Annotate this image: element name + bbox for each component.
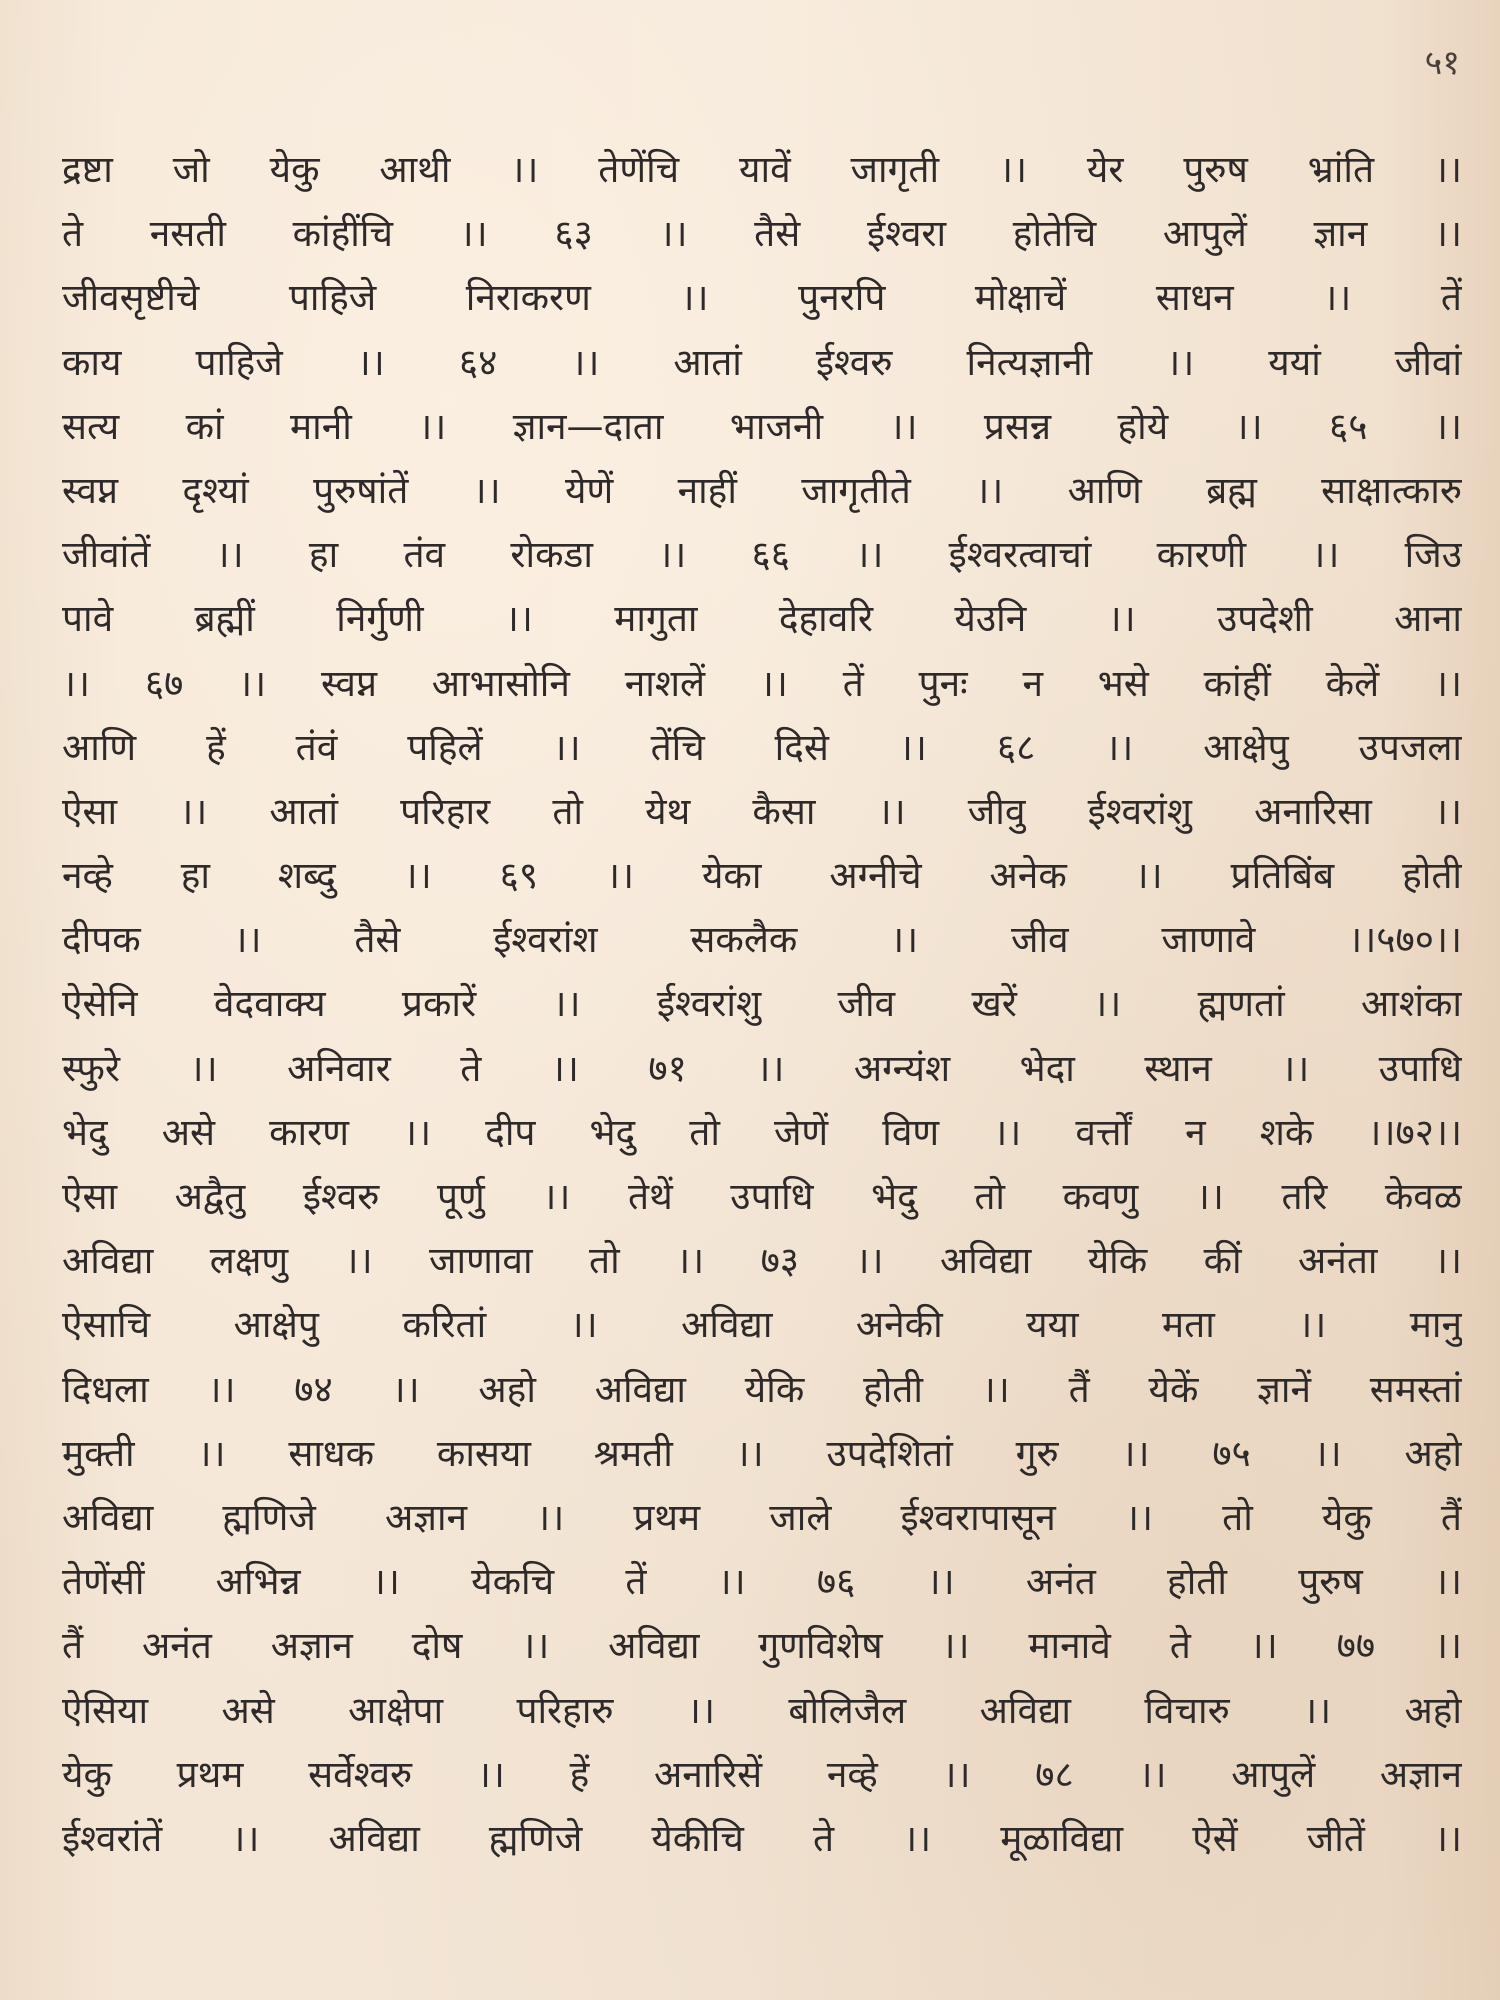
text-line: दीपक ।। तैसे ईश्वरांश सकलैक ।। जीव जाणावे ।।५७०।।	[62, 918, 1462, 962]
text-line: अविद्या ह्मणिजे अज्ञान ।। प्रथम जाले ईश्वरापासून ।। तो येकु तैं	[62, 1495, 1462, 1539]
text-line: अविद्या लक्षणु ।। जाणावा तो ।। ७३ ।। अविद्या येकि कीं अनंता ।।	[62, 1239, 1462, 1283]
text-line: ऐसाचि आक्षेपु करितां ।। अविद्या अनेकी यया मता ।। मानु	[62, 1303, 1462, 1347]
text-line: मुक्ती ।। साधक कासया श्रमती ।। उपदेशितां गुरु ।। ७५ ।। अहो	[62, 1431, 1462, 1475]
text-line: ।। ६७ ।। स्वप्न आभासोनि नाशलें ।। तें पुनः न भसे कांहीं केलें ।।	[62, 661, 1462, 705]
text-line: स्फुरे ।। अनिवार ते ।। ७१ ।। अग्न्यंश भेदा स्थान ।। उपाधि	[62, 1046, 1462, 1090]
text-line: नव्हे हा शब्दु ।। ६९ ।। येका अग्नीचे अनेक ।। प्रतिबिंब होती	[62, 854, 1462, 898]
text-line: स्वप्न दृश्यां पुरुषांतें ।। येणें नाहीं जागृतीते ।। आणि ब्रह्म साक्षात्कारु	[62, 468, 1462, 512]
page-number: ५१	[1424, 43, 1460, 83]
text-line: जीवांतें ।। हा तंव रोकडा ।। ६६ ।। ईश्वरत्वाचां कारणी ।। जिउ	[62, 533, 1462, 577]
text-line: येकु प्रथम सर्वेश्वरु ।। हें अनारिसें नव्हे ।। ७८ ।। आपुलें अज्ञान	[62, 1752, 1462, 1796]
text-line: सत्य कां मानी ।। ज्ञान—दाता भाजनी ।। प्रसन्न होये ।। ६५ ।।	[62, 404, 1462, 448]
text-line: ईश्वरांतें ।। अविद्या ह्मणिजे येकीचि ते ।। मूळाविद्या ऐसें जीतें ।।	[62, 1816, 1462, 1860]
text-line: ऐसिया असे आक्षेपा परिहारु ।। बोलिजैल अविद्या विचारु ।। अहो	[62, 1688, 1462, 1732]
text-line: पावे ब्रह्मीं निर्गुणी ।। मागुता देहावरि येउनि ।। उपदेशी आना	[62, 597, 1462, 641]
text-line: ते नसती कांहींचि ।। ६३ ।। तैसे ईश्वरा होतेचि आपुलें ज्ञान ।।	[62, 212, 1462, 256]
text-line: ऐसेनि वेदवाक्य प्रकारें ।। ईश्वरांशु जीव खरें ।। ह्मणतां आशंका	[62, 982, 1462, 1026]
text-line: तैं अनंत अज्ञान दोष ।। अविद्या गुणविशेष ।। मानावे ते ।। ७७ ।।	[62, 1624, 1462, 1668]
text-line: भेदु असे कारण ।। दीप भेदु तो जेणें विण ।। वर्त्तों न शके ।।७२।।	[62, 1110, 1462, 1154]
text-line: काय पाहिजे ।। ६४ ।। आतां ईश्वरु नित्यज्ञानी ।। ययां जीवां	[62, 340, 1462, 384]
text-line: आणि हें तंवं पहिलें ।। तेंचि दिसे ।। ६८ ।। आक्षेपु उपजला	[62, 725, 1462, 769]
text-line: जीवसृष्टीचे पाहिजे निराकरण ।। पुनरपि मोक्षाचें साधन ।। तें	[62, 276, 1462, 320]
text-line: ऐसा अद्वैतु ईश्वरु पूर्णु ।। तेथें उपाधि भेदु तो कवणु ।। तरि केवळ	[62, 1175, 1462, 1218]
text-line: ऐसा ।। आतां परिहार तो येथ कैसा ।। जीवु ईश्वरांशु अनारिसा ।।	[62, 789, 1462, 833]
verse-text-block	[62, 138, 1462, 1871]
text-line: तेणेंसीं अभिन्न ।। येकचि तें ।। ७६ ।। अनंत होती पुरुष ।।	[62, 1560, 1462, 1604]
text-line: द्रष्टा जो येकु आथी ।। तेणेंचि यावें जागृती ।। येर पुरुष भ्रांति ।।	[62, 148, 1462, 191]
text-line: दिधला ।। ७४ ।। अहो अविद्या येकि होती ।। तैं येकें ज्ञानें समस्तां	[62, 1367, 1462, 1411]
